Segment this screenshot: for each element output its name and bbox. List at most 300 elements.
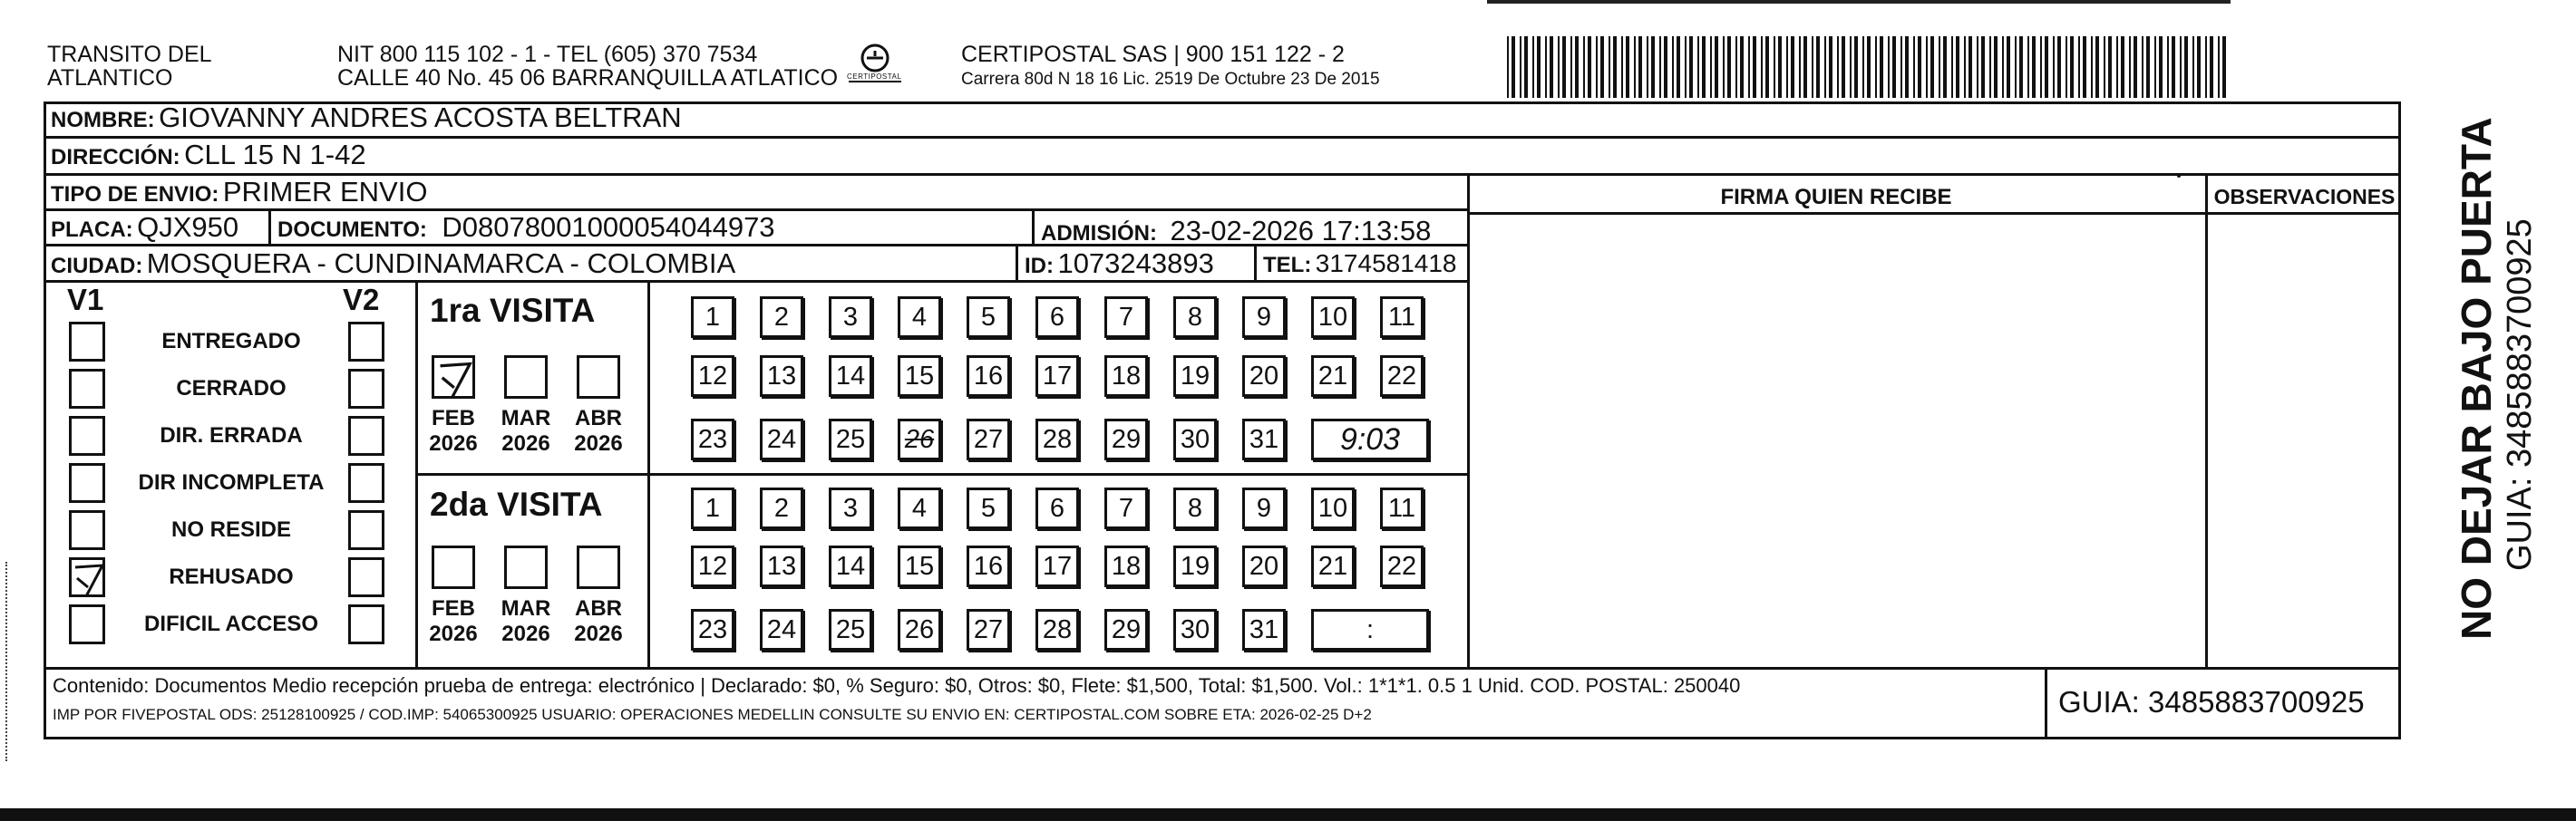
day-number: 17 <box>1042 551 1073 581</box>
day-number: 15 <box>904 361 935 391</box>
month-name: ABR <box>575 596 622 621</box>
barcode-bar <box>1765 36 1769 98</box>
day-box[interactable] <box>1173 355 1217 397</box>
barcode-bar <box>2172 36 2175 98</box>
day-box[interactable] <box>1035 296 1079 338</box>
day-number: 31 <box>1249 614 1279 644</box>
day-box[interactable] <box>1035 419 1079 460</box>
barcode-bar <box>1659 36 1661 98</box>
barcode-bar <box>1715 36 1718 98</box>
month-label <box>494 406 558 456</box>
barcode-bar <box>1545 36 1547 98</box>
barcode-bar <box>1837 36 1839 98</box>
barcode-bar <box>2108 36 2112 98</box>
month-name: MAR <box>501 596 551 621</box>
barcode-bar <box>1740 36 1744 98</box>
day-number: 11 <box>1387 493 1416 523</box>
certipostal-logo <box>843 42 907 96</box>
barcode-bar <box>1951 36 1953 98</box>
second-visit-label: 2da VISITA <box>430 486 603 523</box>
barcode-bar <box>1939 36 1940 98</box>
day-number: 29 <box>1111 424 1142 454</box>
day-number: 13 <box>766 551 797 581</box>
day-box[interactable] <box>1173 296 1217 338</box>
v1-checkbox[interactable] <box>69 510 105 550</box>
day-box[interactable] <box>1173 488 1217 529</box>
barcode-bar <box>1702 36 1706 98</box>
v1-checkbox[interactable] <box>69 604 105 644</box>
admision-field <box>1041 217 1431 245</box>
day-box[interactable] <box>1311 546 1355 587</box>
barcode-bar <box>1862 36 1864 98</box>
barcode-bar <box>1727 36 1731 98</box>
day-number: 23 <box>697 614 728 644</box>
day-number: 26 <box>904 424 935 454</box>
month-checkbox-mar[interactable] <box>504 355 548 399</box>
barcode-bar <box>1638 36 1642 98</box>
nombre-field <box>51 103 682 131</box>
barcode-bar <box>2205 36 2207 98</box>
day-box[interactable] <box>898 296 941 338</box>
day-box[interactable] <box>1104 488 1148 529</box>
v1-checkbox[interactable] <box>69 557 105 597</box>
barcode-bar <box>1677 36 1680 98</box>
barcode-bar <box>1558 36 1560 98</box>
barcode-bar <box>2057 36 2061 98</box>
v2-label: V2 <box>343 283 380 316</box>
nombre-value: GIOVANNY ANDRES ACOSTA BELTRAN <box>159 101 682 133</box>
barcode-bar <box>1812 36 1813 98</box>
day-number: 10 <box>1317 302 1348 332</box>
day-number: 30 <box>1180 614 1210 644</box>
barcode-bar <box>1626 36 1629 98</box>
barcode-bar <box>1562 36 1566 98</box>
day-box[interactable] <box>1104 419 1148 460</box>
barcode-bar <box>2121 36 2124 98</box>
rule-nombre <box>44 136 2401 139</box>
day-box[interactable] <box>829 488 872 529</box>
day-number: 28 <box>1042 424 1073 454</box>
ciudad-value: MOSQUERA - CUNDINAMARCA - COLOMBIA <box>146 247 736 279</box>
day-box[interactable] <box>1242 488 1286 529</box>
barcode-bar <box>1905 36 1909 98</box>
barcode-bar <box>1829 36 1832 98</box>
barcode-bar <box>2078 36 2080 98</box>
barcode-bar <box>1964 36 1966 98</box>
day-number: 8 <box>1187 302 1203 332</box>
day-box[interactable] <box>898 355 941 397</box>
status-reason-label: NO RESIDE <box>170 517 292 542</box>
first-visit-time[interactable] <box>1311 419 1429 460</box>
day-box[interactable] <box>1242 296 1286 338</box>
side-guia: GUIA: 3485883700925 <box>2501 218 2539 571</box>
day-box[interactable] <box>967 296 1010 338</box>
time-value: : <box>1366 614 1375 644</box>
placa-label: PLACA: <box>51 217 133 242</box>
barcode-bar <box>1600 36 1604 98</box>
barcode-bar <box>1842 36 1845 98</box>
direccion-value: CLL 15 N 1-42 <box>184 139 366 170</box>
direccion-field <box>51 140 366 169</box>
day-number: 9 <box>1256 493 1272 523</box>
day-box[interactable] <box>898 419 941 460</box>
day-box[interactable] <box>760 546 803 587</box>
barcode-bar <box>1778 36 1782 98</box>
day-box[interactable] <box>1104 609 1148 651</box>
v2-checkbox[interactable] <box>348 604 384 644</box>
barcode-bar <box>1723 36 1725 98</box>
day-box[interactable] <box>829 609 872 651</box>
tipo-value: PRIMER ENVIO <box>222 176 428 208</box>
barcode-bar <box>1880 36 1883 98</box>
day-box[interactable] <box>691 488 734 529</box>
sender-name: TRANSITO DEL <box>47 42 212 67</box>
barcode-bar <box>2167 36 2169 98</box>
day-box[interactable] <box>691 355 734 397</box>
barcode-bar <box>1532 36 1534 98</box>
day-number: 5 <box>980 302 996 332</box>
barcode-bar <box>1799 36 1801 98</box>
barcode-bar <box>2066 36 2067 98</box>
admision-value: 23-02-2026 17:13:58 <box>1170 215 1432 246</box>
day-number: 2 <box>773 493 790 523</box>
v2-checkbox[interactable] <box>348 322 384 362</box>
v1-label: V1 <box>67 283 104 316</box>
day-number: 8 <box>1187 493 1203 523</box>
barcode-bar <box>1520 36 1521 98</box>
barcode-bar <box>1596 36 1598 98</box>
day-number: 20 <box>1249 361 1279 391</box>
day-box[interactable] <box>898 488 941 529</box>
day-box[interactable] <box>1035 355 1079 397</box>
barcode-bar <box>1651 36 1655 98</box>
courier-line-2: Carrera 80d N 18 16 Lic. 2519 De Octubre 23 De 2015 <box>961 70 1380 89</box>
v2-checkbox[interactable] <box>348 416 384 456</box>
ciudad-label: CIUDAD: <box>51 254 143 278</box>
day-box[interactable] <box>1104 546 1148 587</box>
day-number: 1 <box>705 493 721 523</box>
barcode-bar <box>1875 36 1877 98</box>
barcode-bar <box>2154 36 2156 98</box>
day-box[interactable] <box>1242 609 1286 651</box>
day-box[interactable] <box>691 609 734 651</box>
barcode-bar <box>2032 36 2036 98</box>
day-box[interactable] <box>1311 488 1355 529</box>
day-number: 19 <box>1180 551 1210 581</box>
tipo-field <box>51 178 427 206</box>
day-number: 4 <box>911 493 928 523</box>
barcode-bar <box>1943 36 1947 98</box>
side-notice: NO DEJAR BAJO PUERTA <box>2453 117 2500 640</box>
day-box[interactable] <box>1035 609 1079 651</box>
observaciones-area[interactable] <box>2208 215 2401 667</box>
day-number: 26 <box>904 614 935 644</box>
barcode-bar <box>2002 36 2004 98</box>
day-box[interactable] <box>898 609 941 651</box>
id-label: ID: <box>1025 254 1054 278</box>
day-number: 17 <box>1042 361 1073 391</box>
nombre-label: NOMBRE: <box>51 108 155 132</box>
month-checkbox-mar[interactable] <box>504 546 548 589</box>
barcode-bar <box>2027 36 2029 98</box>
day-box[interactable] <box>691 296 734 338</box>
bottom-band <box>0 808 2576 821</box>
day-number: 11 <box>1387 302 1416 332</box>
month-checkbox-abr[interactable] <box>577 355 620 399</box>
barcode-bar <box>1989 36 1991 98</box>
day-box[interactable] <box>1104 355 1148 397</box>
day-number: 27 <box>973 424 1004 454</box>
day-box[interactable] <box>829 296 872 338</box>
day-number: 24 <box>766 614 797 644</box>
barcode-bar <box>2146 36 2150 98</box>
signature-area[interactable] <box>1470 215 2205 667</box>
day-box[interactable] <box>760 355 803 397</box>
month-checkbox-feb[interactable] <box>432 355 475 399</box>
barcode-bar <box>1791 36 1794 98</box>
barcode-bar <box>1689 36 1693 98</box>
barcode-bar <box>1588 36 1591 98</box>
day-box[interactable] <box>898 546 941 587</box>
day-box[interactable] <box>760 609 803 651</box>
day-box[interactable] <box>760 419 803 460</box>
barcode-bar <box>1507 36 1509 98</box>
tipo-label: TIPO DE ENVIO: <box>51 182 219 207</box>
barcode-bar <box>2184 36 2188 98</box>
barcode-bar <box>1697 36 1699 98</box>
day-number: 25 <box>835 614 866 644</box>
day-box[interactable] <box>967 419 1010 460</box>
month-checkbox-abr[interactable] <box>577 546 620 589</box>
barcode-bar <box>2134 36 2137 98</box>
day-number: 23 <box>697 424 728 454</box>
sender-name-2: ATLANTICO <box>47 65 173 91</box>
tel-value: 3174581418 <box>1315 249 1457 277</box>
id-field <box>1025 249 1214 277</box>
day-box[interactable] <box>967 546 1010 587</box>
day-number: 15 <box>904 551 935 581</box>
status-reason-label: DIR. ERRADA <box>160 423 303 448</box>
day-number: 18 <box>1111 551 1142 581</box>
month-year: 2026 <box>429 430 478 456</box>
month-year: 2026 <box>574 621 623 646</box>
day-box[interactable] <box>1311 355 1355 397</box>
barcode-bar <box>2104 36 2105 98</box>
v2-checkbox[interactable] <box>348 510 384 550</box>
barcode-bar <box>1786 36 1788 98</box>
day-box[interactable] <box>967 488 1010 529</box>
sender-line-1: NIT 800 115 102 - 1 - TEL (605) 370 7534 <box>337 42 758 67</box>
status-reason-label: CERRADO <box>176 376 287 401</box>
barcode-bar <box>2015 36 2017 98</box>
rule-placa-doc <box>268 208 271 244</box>
second-visit-time[interactable] <box>1311 609 1429 651</box>
v1-checkbox[interactable] <box>69 416 105 456</box>
barcode-bar <box>2007 36 2010 98</box>
barcode-bar <box>1774 36 1775 98</box>
barcode-bar <box>1735 36 1737 98</box>
barcode-bar <box>1575 36 1579 98</box>
day-number: 16 <box>973 361 1004 391</box>
barcode-bar <box>1537 36 1541 98</box>
barcode-bar <box>2040 36 2042 98</box>
barcode-bar <box>1550 36 1553 98</box>
day-box[interactable] <box>967 609 1010 651</box>
barcode-bar <box>1867 36 1871 98</box>
day-number: 1 <box>705 302 721 332</box>
barcode-bar <box>2129 36 2131 98</box>
barcode-bar <box>1524 36 1528 98</box>
day-box[interactable] <box>1035 546 1079 587</box>
placa-field <box>51 213 238 241</box>
month-year: 2026 <box>501 430 550 456</box>
day-box[interactable] <box>1173 609 1217 651</box>
logo-wordmark: CERTIPOSTAL <box>847 72 902 81</box>
day-number: 2 <box>773 302 790 332</box>
rule-footer <box>44 667 2401 670</box>
day-box[interactable] <box>1380 355 1424 397</box>
day-number: 19 <box>1180 361 1210 391</box>
day-number: 20 <box>1249 551 1279 581</box>
day-box[interactable] <box>1242 355 1286 397</box>
v1-checkbox[interactable] <box>69 463 105 503</box>
day-number: 6 <box>1049 493 1065 523</box>
barcode-bar <box>2218 36 2220 98</box>
barcode-bar <box>2159 36 2163 98</box>
day-number: 12 <box>697 361 728 391</box>
status-reason-label: DIR INCOMPLETA <box>138 470 325 495</box>
documento-value: D08078001000054044973 <box>442 211 775 243</box>
day-number: 21 <box>1317 361 1348 391</box>
status-reason-label: REHUSADO <box>169 565 294 589</box>
day-number: 10 <box>1317 493 1348 523</box>
barcode-bar <box>1994 36 1998 98</box>
barcode-bar <box>1748 36 1750 98</box>
day-box[interactable] <box>829 546 872 587</box>
day-box[interactable] <box>967 355 1010 397</box>
day-box[interactable] <box>1380 546 1424 587</box>
status-reason-label: ENTREGADO <box>161 329 301 353</box>
stray-dot <box>2177 174 2181 178</box>
day-number: 22 <box>1386 551 1417 581</box>
barcode-bar <box>1854 36 1858 98</box>
day-box[interactable] <box>1311 296 1355 338</box>
first-visit-label: 1ra VISITA <box>430 292 596 329</box>
month-year: 2026 <box>574 430 623 456</box>
month-label <box>567 406 630 456</box>
day-number: 25 <box>835 424 866 454</box>
barcode-bar <box>1824 36 1826 98</box>
day-box[interactable] <box>1173 546 1217 587</box>
courier-line-1: CERTIPOSTAL SAS | 900 151 122 - 2 <box>961 42 1345 67</box>
day-number: 14 <box>835 551 866 581</box>
barcode-bar <box>1926 36 1928 98</box>
v1-checkbox[interactable] <box>69 369 105 409</box>
day-number: 21 <box>1317 551 1348 581</box>
month-checkbox-feb[interactable] <box>432 546 475 589</box>
day-number: 12 <box>697 551 728 581</box>
day-number: 6 <box>1049 302 1065 332</box>
barcode-bar <box>1892 36 1896 98</box>
barcode-bar <box>2116 36 2118 98</box>
day-number: 7 <box>1118 302 1134 332</box>
barcode-bar <box>1672 36 1674 98</box>
v2-checkbox[interactable] <box>348 369 384 409</box>
v2-checkbox[interactable] <box>348 557 384 597</box>
day-box[interactable] <box>691 419 734 460</box>
day-box[interactable] <box>829 419 872 460</box>
day-box[interactable] <box>1242 546 1286 587</box>
rule-months-days <box>647 280 650 667</box>
v1-checkbox[interactable] <box>69 322 105 362</box>
barcode-bar <box>1761 36 1763 98</box>
placa-value: QJX950 <box>137 211 239 243</box>
admision-label: ADMISIÓN: <box>1041 221 1157 246</box>
month-name: FEB <box>432 596 475 621</box>
barcode-bar <box>1900 36 1902 98</box>
day-number: 16 <box>973 551 1004 581</box>
barcode-bar <box>1850 36 1852 98</box>
footer-guia-box: GUIA: 3485883700925 <box>2058 685 2365 719</box>
barcode-bar <box>2197 36 2201 98</box>
day-box[interactable] <box>1380 488 1424 529</box>
rule-id-tel <box>1254 244 1257 280</box>
v2-checkbox[interactable] <box>348 463 384 503</box>
left-dotted-edge <box>5 562 7 761</box>
tel-field <box>1263 251 1457 276</box>
day-box[interactable] <box>1242 419 1286 460</box>
day-number: 27 <box>973 614 1004 644</box>
day-number: 4 <box>911 302 928 332</box>
id-value: 1073243893 <box>1057 247 1214 279</box>
day-number: 9 <box>1256 302 1272 332</box>
day-number: 3 <box>842 302 859 332</box>
barcode-bar <box>1609 36 1610 98</box>
barcode-bar <box>1710 36 1712 98</box>
barcode-bar <box>1583 36 1585 98</box>
month-label <box>422 406 485 456</box>
barcode-bar <box>1816 36 1820 98</box>
day-box[interactable] <box>760 488 803 529</box>
direccion-label: DIRECCIÓN: <box>51 145 180 169</box>
barcode-bar <box>1613 36 1617 98</box>
documento-label: DOCUMENTO: <box>277 217 427 242</box>
day-box[interactable] <box>829 355 872 397</box>
barcode-bar <box>2053 36 2055 98</box>
barcode-bar <box>2019 36 2023 98</box>
documento-field <box>277 213 775 241</box>
barcode-bar <box>1918 36 1921 98</box>
day-box[interactable] <box>691 546 734 587</box>
day-box[interactable] <box>1380 296 1424 338</box>
barcode-bar <box>1512 36 1515 98</box>
barcode-bar <box>1968 36 1972 98</box>
barcode-bar <box>2142 36 2143 98</box>
month-year: 2026 <box>429 621 478 646</box>
barcode-bar <box>2070 36 2074 98</box>
barcode-bar <box>2091 36 2093 98</box>
footer-line-2: IMP POR FIVEPOSTAL ODS: 25128100925 / COD.IMP: 54065300925 USUARIO: OPERACIONES MEDELLIN CONSULTE SU ENVIO EN: CERTIPOSTAL.COM SOBRE ETA: 2026-02-25 D+2 <box>53 706 1372 723</box>
month-name: ABR <box>575 406 622 430</box>
day-box[interactable] <box>1104 296 1148 338</box>
day-number: 29 <box>1111 614 1142 644</box>
rule-status-visits <box>415 280 418 667</box>
day-box[interactable] <box>760 296 803 338</box>
day-box[interactable] <box>1035 488 1079 529</box>
top-edge-line <box>1487 0 2231 4</box>
day-number: 18 <box>1111 361 1142 391</box>
day-box[interactable] <box>1173 419 1217 460</box>
